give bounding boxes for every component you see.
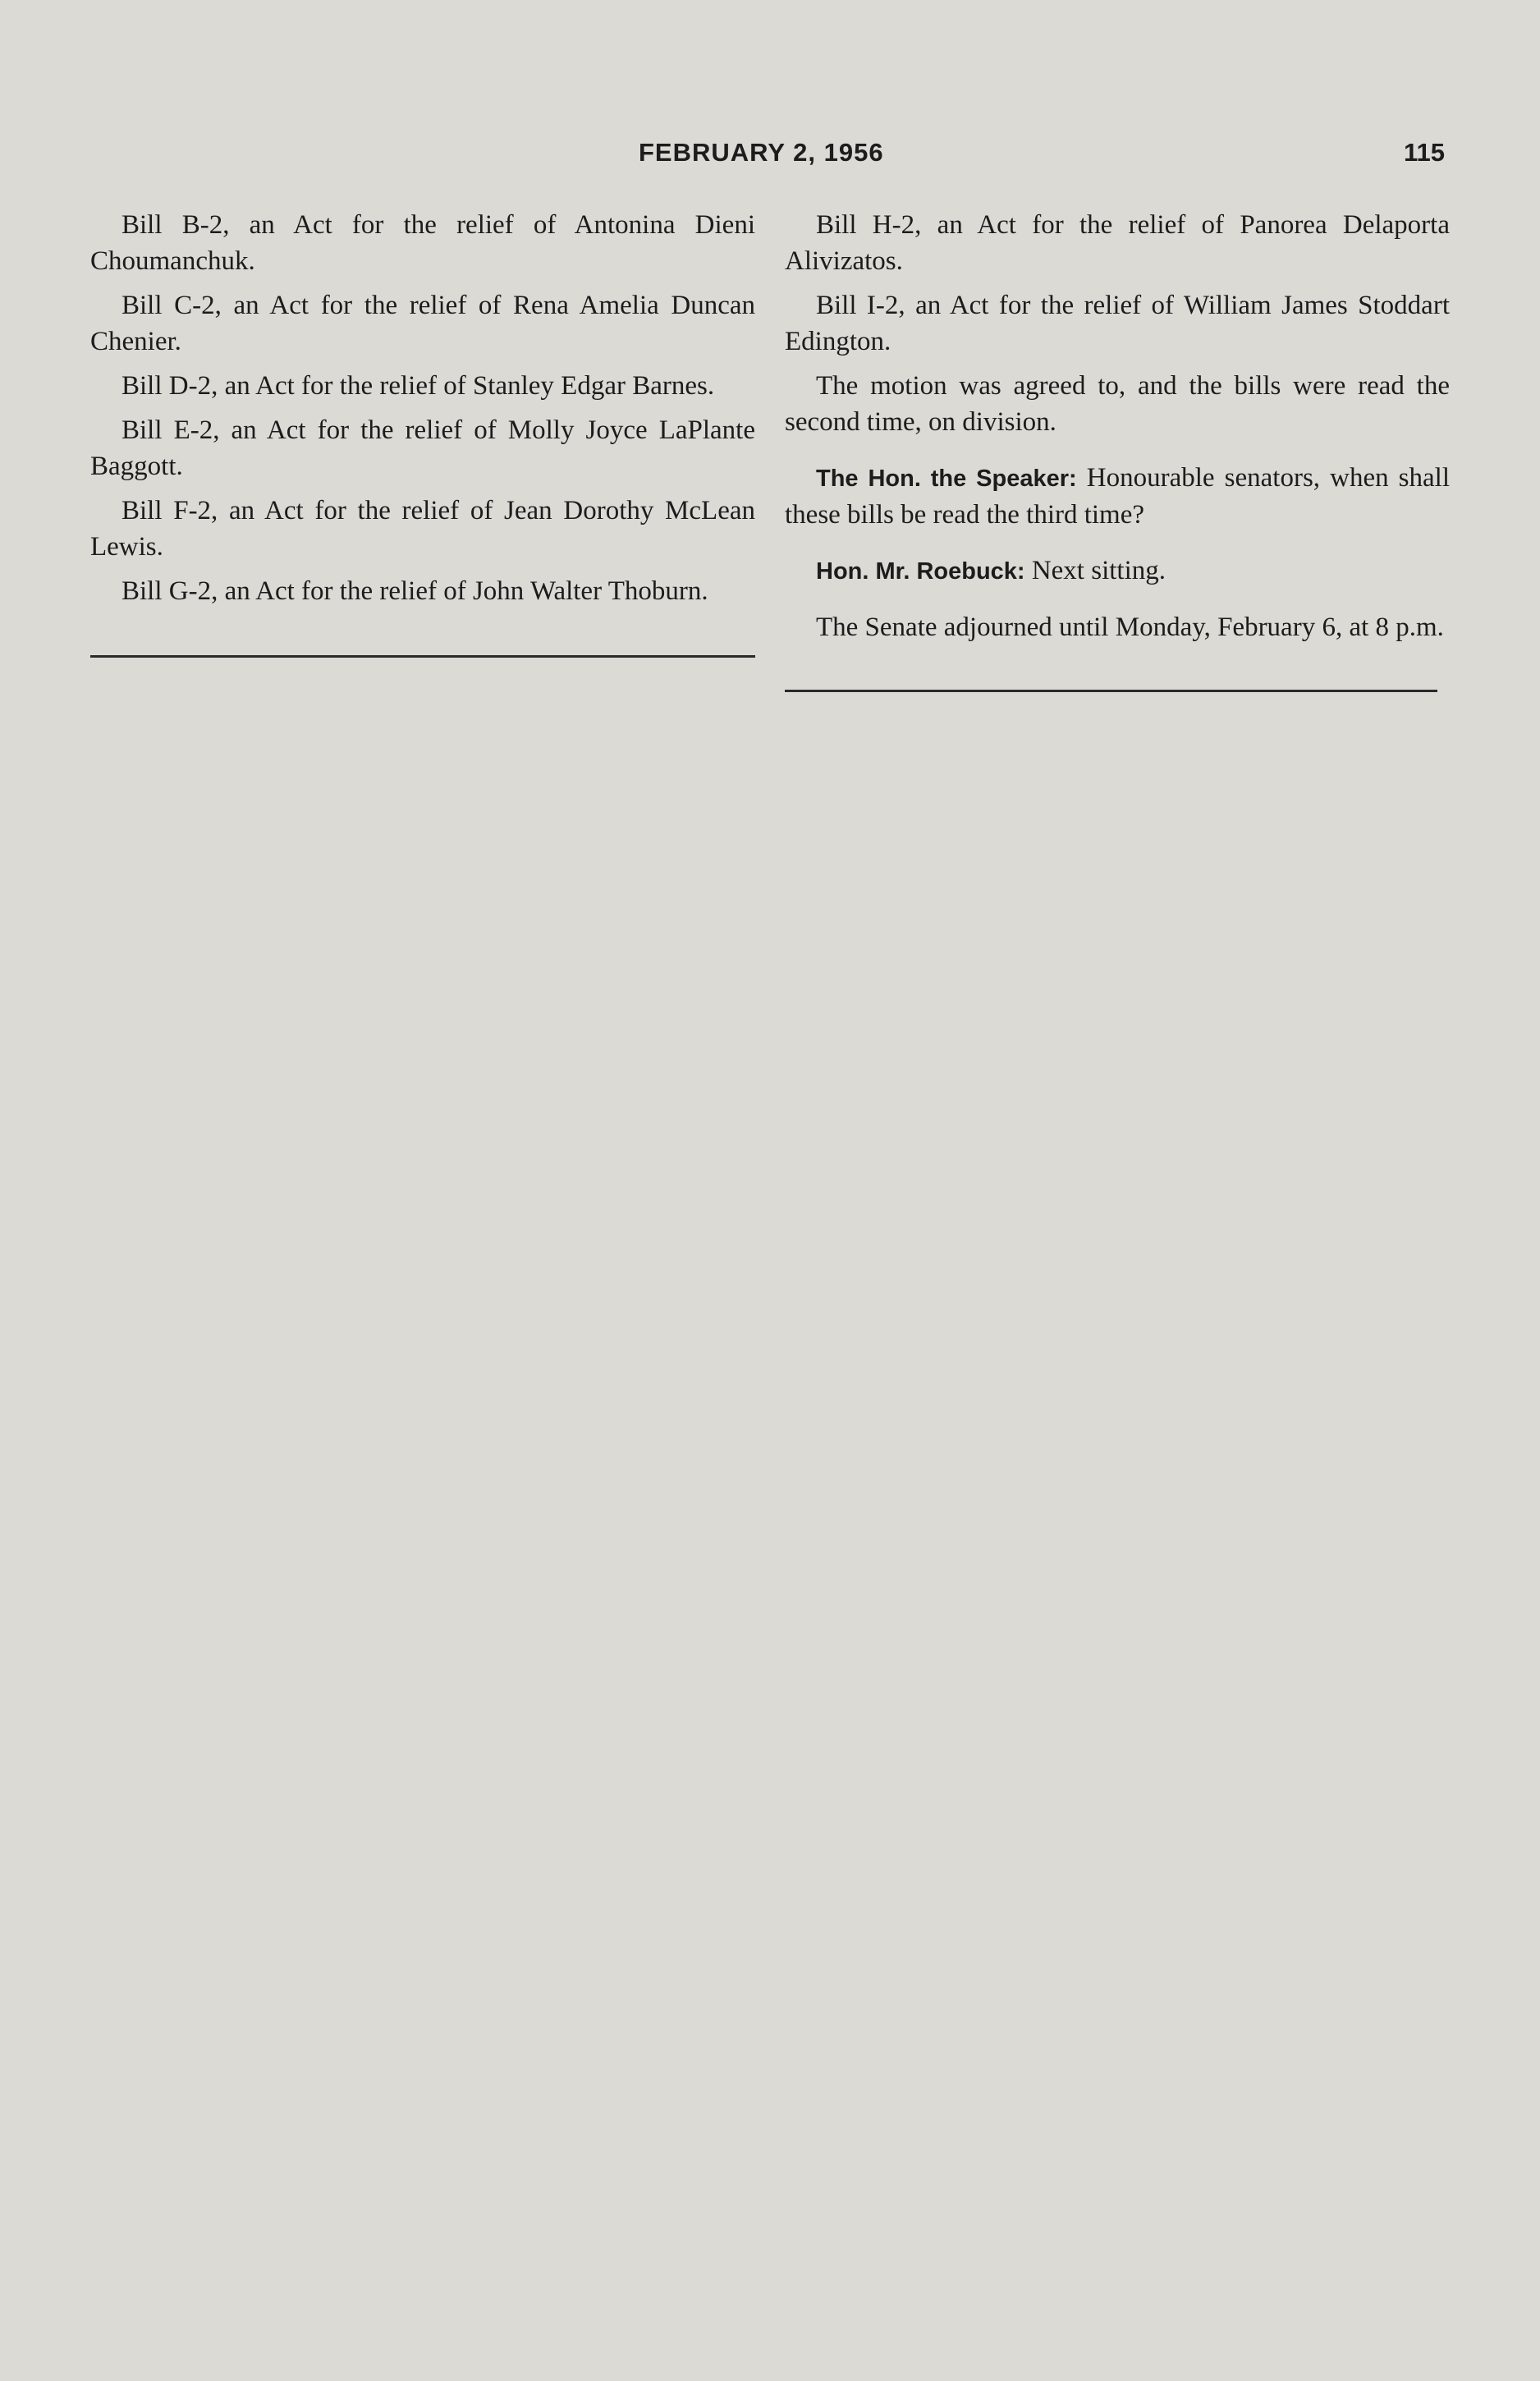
speaker-paragraph bbox=[785, 460, 1450, 533]
left-column bbox=[90, 207, 755, 617]
speaker-name: Hon. Mr. Roebuck: bbox=[816, 558, 1025, 585]
speaker-text: Next sitting. bbox=[1031, 556, 1166, 585]
section-divider-right bbox=[785, 690, 1437, 692]
page-number: 115 bbox=[1404, 138, 1446, 167]
page-header bbox=[0, 138, 1540, 179]
speaker-paragraph bbox=[785, 553, 1450, 590]
section-divider-left bbox=[90, 655, 755, 658]
bill-paragraph: Bill C-2, an Act for the relief of Rena Amelia Duncan Chenier. bbox=[90, 291, 755, 356]
speaker-text: Honourable senators, when shall these bills be read the third time? bbox=[785, 463, 1451, 530]
adjournment-paragraph: The Senate adjourned until Monday, February 6, at 8 p.m. bbox=[816, 612, 1444, 642]
bill-paragraph: Bill I-2, an Act for the relief of William James Stoddart Edington. bbox=[785, 291, 1450, 356]
bill-paragraph: Bill H-2, an Act for the relief of Panorea Delaporta Alivizatos. bbox=[785, 210, 1450, 276]
bill-paragraph: Bill B-2, an Act for the relief of Antonina Dieni Choumanchuk. bbox=[90, 210, 755, 276]
header-date: FEBRUARY 2, 1956 bbox=[639, 138, 884, 167]
bill-paragraph: Bill F-2, an Act for the relief of Jean Dorothy McLean Lewis. bbox=[90, 496, 755, 562]
right-column bbox=[785, 207, 1450, 654]
motion-paragraph: The motion was agreed to, and the bills were read the second time, on division. bbox=[785, 371, 1450, 437]
bill-paragraph: Bill G-2, an Act for the relief of John Walter Thoburn. bbox=[121, 576, 708, 606]
speaker-name: The Hon. the Speaker: bbox=[816, 466, 1077, 492]
bill-paragraph: Bill E-2, an Act for the relief of Molly Joyce LaPlante Baggott. bbox=[90, 415, 755, 481]
bill-paragraph: Bill D-2, an Act for the relief of Stanley Edgar Barnes. bbox=[121, 371, 715, 401]
